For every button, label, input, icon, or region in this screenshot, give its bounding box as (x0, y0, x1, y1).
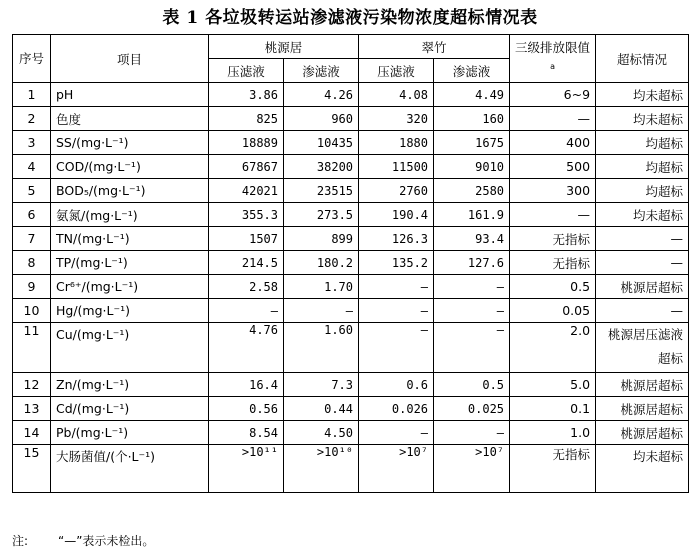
cell-status: 桃源居超标 (596, 397, 689, 421)
cell-limit: 1.0 (510, 421, 596, 445)
cell-a-press: 42021 (209, 179, 284, 203)
cell-b-press: 2760 (359, 179, 434, 203)
note-text: “—”表示未检出。 (58, 534, 155, 548)
cell-b-press: 320 (359, 107, 434, 131)
header-a-leach (284, 59, 359, 83)
cell-b-press: >10⁷ (359, 445, 434, 493)
cell-a-press: 16.4 (209, 373, 284, 397)
header-group-b (359, 35, 510, 59)
cell-index: 6 (13, 203, 51, 227)
table-row (13, 155, 689, 179)
cell-status: — (596, 251, 689, 275)
cell-b-leach: — (434, 299, 510, 323)
cell-index: 2 (13, 107, 51, 131)
cell-status: 均未超标 (596, 445, 689, 493)
header-a-press-label: 压滤液 (227, 63, 265, 79)
cell-a-press: 355.3 (209, 203, 284, 227)
cell-index: 7 (13, 227, 51, 251)
cell-a-leach: 38200 (284, 155, 359, 179)
cell-item: TP/(mg·L⁻¹) (51, 251, 209, 275)
cell-a-press: 1507 (209, 227, 284, 251)
header-b-press (359, 59, 434, 83)
cell-b-press: 4.08 (359, 83, 434, 107)
cell-b-leach: 93.4 (434, 227, 510, 251)
pollutant-table (12, 34, 689, 493)
cell-limit: — (510, 203, 596, 227)
cell-item: Pb/(mg·L⁻¹) (51, 421, 209, 445)
cell-b-leach: 161.9 (434, 203, 510, 227)
cell-a-leach: 10435 (284, 131, 359, 155)
cell-index: 11 (13, 323, 51, 373)
cell-a-press: — (209, 299, 284, 323)
cell-item: TN/(mg·L⁻¹) (51, 227, 209, 251)
header-b-press-label: 压滤液 (377, 63, 415, 79)
cell-item: Hg/(mg·L⁻¹) (51, 299, 209, 323)
cell-item: pH (51, 83, 209, 107)
cell-a-press: 825 (209, 107, 284, 131)
cell-b-press: 11500 (359, 155, 434, 179)
cell-item: Cu/(mg·L⁻¹) (51, 323, 209, 373)
cell-item: Cr⁶⁺/(mg·L⁻¹) (51, 275, 209, 299)
table-row (13, 421, 689, 445)
cell-index: 10 (13, 299, 51, 323)
cell-status: 均超标 (596, 155, 689, 179)
cell-limit: 无指标 (510, 227, 596, 251)
cell-limit: 300 (510, 179, 596, 203)
cell-index: 12 (13, 373, 51, 397)
header-a-leach-label: 渗滤液 (302, 63, 340, 79)
note-label: 注: (12, 534, 29, 548)
cell-b-leach: 127.6 (434, 251, 510, 275)
cell-index: 9 (13, 275, 51, 299)
cell-a-leach: 7.3 (284, 373, 359, 397)
cell-a-press: 67867 (209, 155, 284, 179)
table-row (13, 203, 689, 227)
cell-b-leach: 0.5 (434, 373, 510, 397)
cell-b-press: 126.3 (359, 227, 434, 251)
cell-a-leach: 4.26 (284, 83, 359, 107)
cell-index: 8 (13, 251, 51, 275)
table-row (13, 299, 689, 323)
table-row (13, 227, 689, 251)
cell-b-press: 190.4 (359, 203, 434, 227)
cell-status: 均未超标 (596, 83, 689, 107)
cell-limit: 6~9 (510, 83, 596, 107)
header-group-a (209, 35, 359, 59)
cell-limit: — (510, 107, 596, 131)
cell-a-leach: 1.60 (284, 323, 359, 373)
header-status-label: 超标情况 (617, 51, 668, 67)
cell-a-leach: — (284, 299, 359, 323)
cell-limit: 500 (510, 155, 596, 179)
cell-a-leach: 0.44 (284, 397, 359, 421)
table-row (13, 323, 689, 373)
cell-b-press: 135.2 (359, 251, 434, 275)
cell-b-leach: 2580 (434, 179, 510, 203)
cell-b-leach: — (434, 421, 510, 445)
cell-index: 4 (13, 155, 51, 179)
cell-limit: 0.5 (510, 275, 596, 299)
cell-a-leach: 23515 (284, 179, 359, 203)
cell-status: 均超标 (596, 131, 689, 155)
cell-status: 均超标 (596, 179, 689, 203)
cell-status: 桃源居超标 (596, 275, 689, 299)
header-index-label: 序号 (18, 50, 44, 66)
cell-b-press: — (359, 421, 434, 445)
cell-b-press: — (359, 323, 434, 373)
cell-b-leach: >10⁷ (434, 445, 510, 493)
cell-a-press: 2.58 (209, 275, 284, 299)
table-row (13, 251, 689, 275)
table-row (13, 107, 689, 131)
cell-a-leach: 180.2 (284, 251, 359, 275)
cell-a-leach: 1.70 (284, 275, 359, 299)
cell-item: 色度 (51, 107, 209, 131)
cell-b-leach: 0.025 (434, 397, 510, 421)
cell-index: 1 (13, 83, 51, 107)
cell-status: 桃源居超标 (596, 373, 689, 397)
table-row (13, 445, 689, 493)
cell-limit: 0.1 (510, 397, 596, 421)
cell-item: 大肠菌值/(个·L⁻¹) (51, 445, 209, 493)
cell-b-press: 0.026 (359, 397, 434, 421)
header-group-b-label: 翠竹 (421, 39, 447, 55)
header-limit-footnote: a (550, 61, 555, 71)
cell-a-leach: 4.50 (284, 421, 359, 445)
cell-b-leach: 160 (434, 107, 510, 131)
cell-b-press: 0.6 (359, 373, 434, 397)
cell-item: SS/(mg·L⁻¹) (51, 131, 209, 155)
header-limit-label: 三级排放限值 (515, 39, 591, 55)
cell-limit: 2.0 (510, 323, 596, 373)
cell-limit: 无指标 (510, 251, 596, 275)
cell-limit: 0.05 (510, 299, 596, 323)
table-row (13, 83, 689, 107)
cell-item: COD/(mg·L⁻¹) (51, 155, 209, 179)
cell-status: 均未超标 (596, 203, 689, 227)
cell-status: 桃源居超标 (596, 421, 689, 445)
table-title: 表 1 各垃圾转运站渗滤液污染物浓度超标情况表 (162, 8, 538, 28)
cell-item: BOD₅/(mg·L⁻¹) (51, 179, 209, 203)
table-row (13, 373, 689, 397)
header-item (51, 35, 209, 83)
cell-status: 均未超标 (596, 107, 689, 131)
cell-a-press: 0.56 (209, 397, 284, 421)
cell-a-leach: 960 (284, 107, 359, 131)
cell-limit: 400 (510, 131, 596, 155)
cell-a-leach: 273.5 (284, 203, 359, 227)
cell-a-press: 18889 (209, 131, 284, 155)
cell-b-press: 1880 (359, 131, 434, 155)
cell-index: 15 (13, 445, 51, 493)
cell-b-leach: — (434, 275, 510, 299)
header-a-press (209, 59, 284, 83)
table-row (13, 397, 689, 421)
cell-limit: 无指标 (510, 445, 596, 493)
cell-status: — (596, 299, 689, 323)
cell-b-press: — (359, 275, 434, 299)
cell-a-press: 4.76 (209, 323, 284, 373)
cell-index: 14 (13, 421, 51, 445)
cell-a-press: 3.86 (209, 83, 284, 107)
table-body (13, 83, 689, 493)
header-index (13, 35, 51, 83)
cell-a-press: >10¹¹ (209, 445, 284, 493)
cell-limit: 5.0 (510, 373, 596, 397)
cell-b-leach: — (434, 323, 510, 373)
header-b-leach (434, 59, 510, 83)
cell-status: 桃源居压滤液超标 (596, 323, 689, 373)
header-group-a-label: 桃源居 (264, 39, 303, 55)
cell-a-press: 8.54 (209, 421, 284, 445)
cell-index: 13 (13, 397, 51, 421)
header-limit (510, 35, 596, 83)
cell-item: Zn/(mg·L⁻¹) (51, 373, 209, 397)
table-row (13, 275, 689, 299)
header-b-leach-label: 渗滤液 (452, 63, 491, 79)
cell-item: Cd/(mg·L⁻¹) (51, 397, 209, 421)
table-row (13, 179, 689, 203)
cell-item: 氨氮/(mg·L⁻¹) (51, 203, 209, 227)
cell-index: 5 (13, 179, 51, 203)
cell-b-press: — (359, 299, 434, 323)
cell-a-leach: >10¹⁰ (284, 445, 359, 493)
cell-a-leach: 899 (284, 227, 359, 251)
header-item-label: 项目 (116, 51, 142, 67)
table-note (12, 532, 154, 549)
cell-status: — (596, 227, 689, 251)
cell-index: 3 (13, 131, 51, 155)
cell-b-leach: 4.49 (434, 83, 510, 107)
cell-b-leach: 1675 (434, 131, 510, 155)
header-status (596, 35, 689, 83)
cell-a-press: 214.5 (209, 251, 284, 275)
cell-b-leach: 9010 (434, 155, 510, 179)
table-row (13, 131, 689, 155)
